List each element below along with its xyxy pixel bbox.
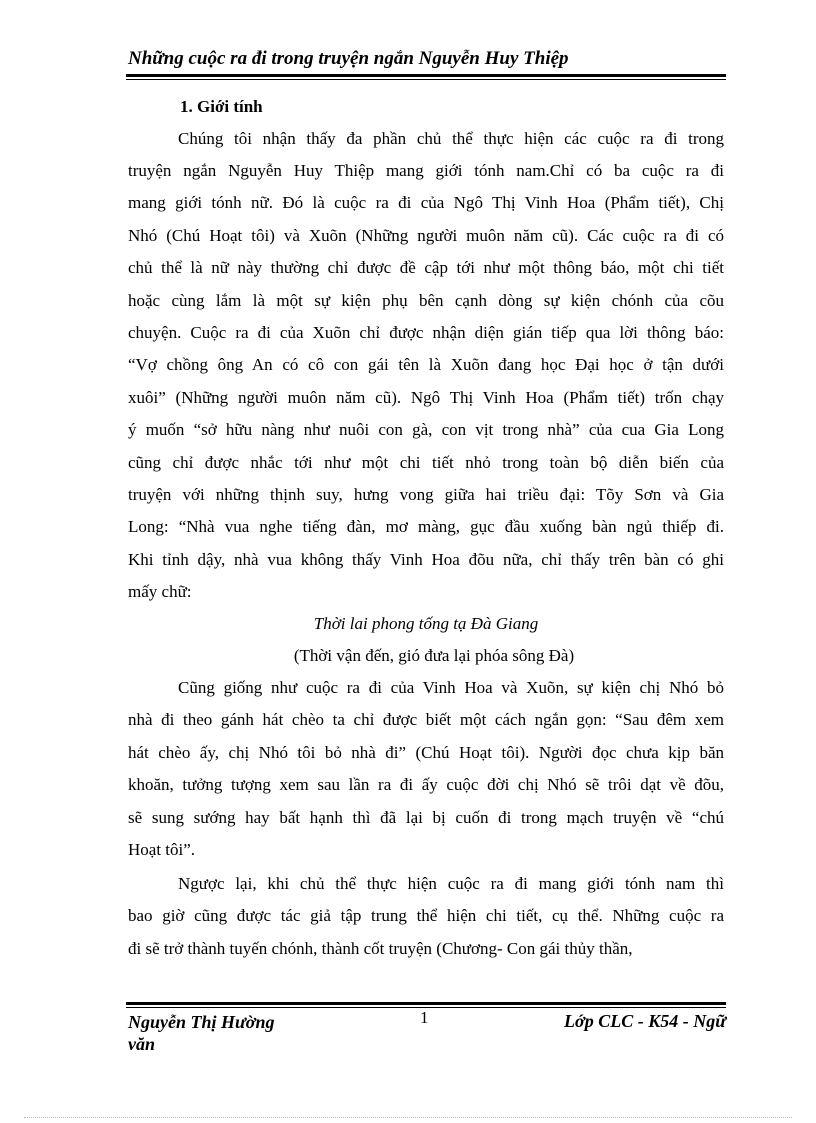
paragraph-line: truyện ngắn Nguyễn Huy Thiệp mang giới tónh nam.Chỉ có ba cuộc ra đi [128,161,724,180]
poem-line: Thời lai phong tống tạ Đà Giang [313,614,539,633]
paragraph-line: khoăn, tưởng tượng xem sau lần ra đi ấy cuộc đời chị Nhó sẽ trôi dạt về đõu, [128,775,724,794]
page-bottom-dotted-line [24,1117,792,1118]
paragraph-line: Nhó (Chú Hoạt tôi) và Xuõn (Những người muôn năm cũ). Các cuộc ra đi có [128,226,724,245]
header-rule [126,74,726,77]
header-rule-thin [126,79,726,80]
footer-rule [126,1002,726,1005]
section-heading: 1. Giới tính [180,97,263,116]
paragraph-line: Chúng tôi nhận thấy đa phần chủ thể thực hiện các cuộc ra đi trong [178,129,724,148]
footer-author-name: Nguyễn Thị Hường [128,1012,275,1032]
page-number: 1 [420,1008,429,1027]
paragraph-line: “Vợ chồng ông An có cô con gái tên là Xuõn đang học Đại học ở tận dưới [128,355,724,374]
paragraph-line: Cũng giống như cuộc ra đi của Vinh Hoa và Xuõn, sự kiện chị Nhó bỏ [178,678,724,697]
paragraph-line: nhà đi theo gánh hát chèo ta chỉ được biết một cách ngắn gọn: “Sau đêm xem [128,710,724,729]
paragraph-line: ý muốn “sở hữu nàng như nuôi con gà, con vịt trong nhà” của cua Gia Long [128,420,724,439]
poem-translation: (Thời vận đến, gió đưa lại phóa sông Đà) [293,646,575,665]
paragraph-line: sẽ sung sướng hay bất hạnh thì đã lại bị cuốn đi trong mạch truyện về “chú [128,808,724,827]
paragraph-line: Hoạt tôi”. [128,840,196,859]
paragraph-line: mang giới tónh nữ. Đó là cuộc ra đi của Ngô Thị Vinh Hoa (Phẩm tiết), Chị [128,193,724,212]
footer-author-cont: văn [128,1034,155,1054]
running-header-title: Những cuộc ra đi trong truyện ngắn Nguyễn Huy Thiệp [128,48,569,69]
footer-class: Lớp CLC - K54 - Ngữ [564,1011,726,1031]
paragraph-line: chuyện. Cuộc ra đi của Xuõn chỉ được nhận diện gián tiếp qua lời thông báo: [128,323,724,342]
paragraph-line: chủ thể là nữ này thường chỉ được đề cập tới như một thông báo, một chi tiết [128,258,724,277]
paragraph-line: đi sẽ trở thành tuyến chónh, thành cốt truyện (Chương- Con gái thủy thần, [128,939,633,958]
paragraph-line: hát chèo ấy, chị Nhó tôi bỏ nhà đi” (Chú Hoạt tôi). Người đọc chưa kịp băn [128,743,724,762]
paragraph-line: hoặc cùng lắm là một sự kiện phụ bên cạnh dòng sự kiện chónh của cõu [128,291,724,310]
paragraph-line: xuôi” (Những người muôn năm cũ). Ngô Thị Vinh Hoa (Phẩm tiết) trốn chạy [128,388,724,407]
paragraph-line: truyện với những thịnh suy, hưng vong giữa hai triều đại: Tõy Sơn và Gia [128,485,724,504]
paragraph-line: bao giờ cũng được tác giả tập trung thể hiện chi tiết, cụ thể. Những cuộc ra [128,906,724,925]
paragraph-line: cũng chỉ được nhắc tới như một chi tiết nhỏ trong toàn bộ diễn biến của [128,453,724,472]
paragraph-line: Khi tỉnh dậy, nhà vua không thấy Vinh Hoa đõu nữa, chỉ thấy trên bàn có ghi [128,550,724,569]
paragraph-line: Long: “Nhà vua nghe tiếng đàn, mơ màng, gục đầu xuống bàn ngủ thiếp đi. [128,517,724,536]
paragraph-line: Ngược lại, khi chủ thể thực hiện cuộc ra đi mang giới tónh nam thì [178,874,724,893]
paragraph-line: mấy chữ: [128,582,192,601]
footer-author [128,1011,308,1055]
